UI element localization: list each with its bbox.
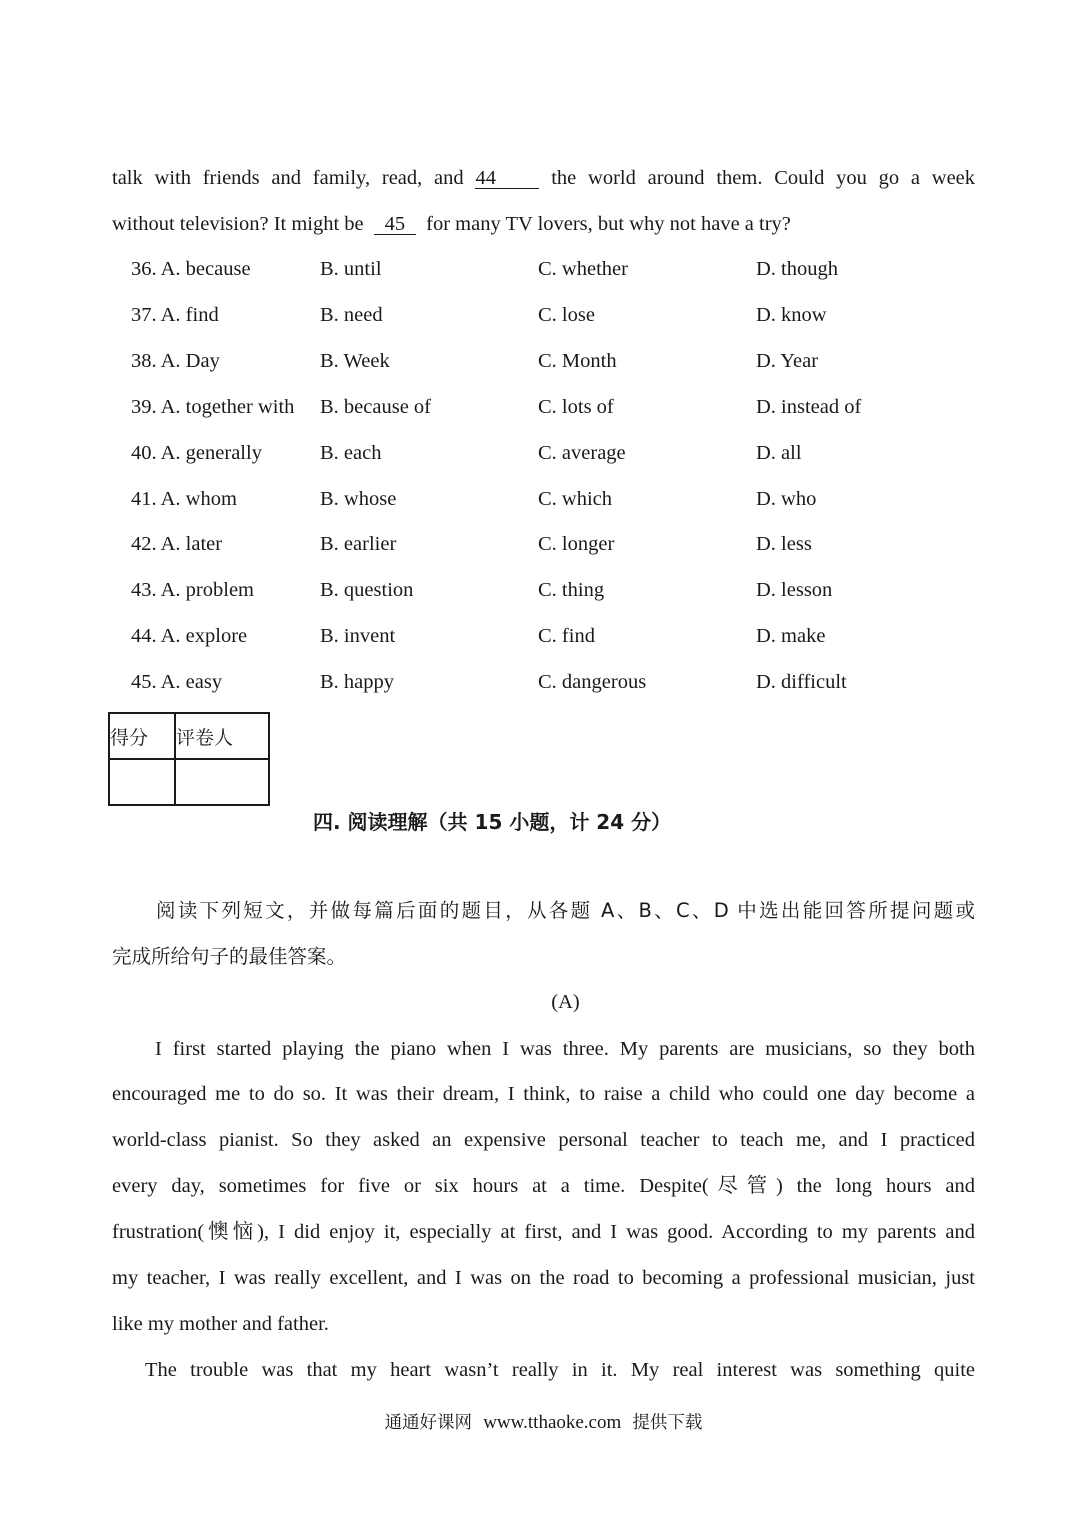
- option-a: 37. A. find: [131, 304, 219, 326]
- grader-label-cell: [175, 713, 269, 759]
- score-label-cell: [109, 713, 175, 759]
- passage-line-8: The trouble was that my heart wasn’t really in it. My real interest was something quite: [145, 1359, 975, 1381]
- option-d: D. who: [756, 488, 817, 510]
- question-row-37: [0, 303, 1087, 333]
- option-a: 42. A. later: [131, 533, 223, 555]
- question-row-43: [0, 578, 1087, 608]
- grader-value-cell[interactable]: [175, 759, 269, 805]
- question-row-42: [0, 532, 1087, 562]
- option-d: D. make: [756, 625, 826, 647]
- option-d: D. less: [756, 533, 812, 555]
- score-table: [108, 712, 270, 806]
- question-row-39: [0, 395, 1087, 425]
- passage-line-3: world-class pianist. So they asked an expensive personal teacher to teach me, and I practiced: [112, 1129, 975, 1151]
- footer-suffix: 提供下载: [632, 1413, 703, 1433]
- option-b: B. until: [320, 258, 382, 280]
- option-d: D. difficult: [756, 671, 847, 693]
- passage-label: (A): [551, 991, 580, 1013]
- option-c: C. dangerous: [538, 671, 647, 693]
- text-segment: the world around them. Could you go a week: [551, 167, 976, 189]
- option-d: D. know: [756, 304, 827, 326]
- instructions-line-1: 阅读下列短文，并做每篇后面的题目，从各题 A、B、C、D 中选出能回答所提问题或: [156, 899, 975, 922]
- passage-tail-line-1: [112, 166, 975, 190]
- question-row-41: [0, 487, 1087, 517]
- blank-45: 45: [374, 214, 416, 235]
- option-c: C. average: [538, 442, 626, 464]
- option-a: 45. A. easy: [131, 671, 223, 693]
- option-a: 38. A. Day: [131, 350, 220, 372]
- passage-line-4: every day, sometimes for five or six hours at a time. Despite(尽管) the long hours and: [112, 1175, 975, 1197]
- option-d: D. instead of: [756, 396, 862, 418]
- question-row-45: [0, 670, 1087, 700]
- option-c: C. thing: [538, 579, 605, 601]
- score-value-cell[interactable]: [109, 759, 175, 805]
- option-d: D. though: [756, 258, 838, 280]
- question-row-36: [0, 257, 1087, 287]
- option-c: C. Month: [538, 350, 617, 372]
- option-a: 43. A. problem: [131, 579, 254, 601]
- option-b: B. whose: [320, 488, 397, 510]
- option-b: B. earlier: [320, 533, 397, 555]
- question-row-40: [0, 441, 1087, 471]
- option-d: D. lesson: [756, 579, 833, 601]
- text-segment: without television? It might be: [112, 213, 364, 235]
- option-c: C. which: [538, 488, 613, 510]
- option-b: B. need: [320, 304, 383, 326]
- passage-tail-line-2: [112, 212, 975, 236]
- option-b: B. happy: [320, 671, 395, 693]
- option-a: 44. A. explore: [131, 625, 248, 647]
- option-a: 41. A. whom: [131, 488, 237, 510]
- option-b: B. each: [320, 442, 382, 464]
- grader-label: 评卷人: [176, 726, 234, 749]
- question-row-44: [0, 624, 1087, 654]
- option-b: B. Week: [320, 350, 390, 372]
- option-d: D. all: [756, 442, 802, 464]
- option-c: C. longer: [538, 533, 615, 555]
- passage-line-7: like my mother and father.: [112, 1313, 329, 1335]
- footer-site-name: 通通好课网: [384, 1413, 473, 1433]
- question-row-38: [0, 349, 1087, 379]
- option-c: C. lots of: [538, 396, 614, 418]
- option-b: B. invent: [320, 625, 396, 647]
- passage-line-2: encouraged me to do so. It was their dream, I think, to raise a child who could one day become a: [112, 1083, 975, 1105]
- option-a: 36. A. because: [131, 258, 251, 280]
- page-footer: [0, 1409, 1087, 1434]
- blank-44: 44: [475, 168, 539, 189]
- option-d: D. Year: [756, 350, 819, 372]
- option-c: C. find: [538, 625, 595, 647]
- text-segment: for many TV lovers, but why not have a try?: [426, 213, 791, 235]
- option-b: B. because of: [320, 396, 431, 418]
- passage-line-6: my teacher, I was really excellent, and I was on the road to becoming a professional musician, just: [112, 1267, 975, 1289]
- passage-line-1: I first started playing the piano when I was three. My parents are musicians, so they both: [155, 1038, 975, 1060]
- section-title: 四. 阅读理解（共 15 小题，计 24 分）: [313, 810, 672, 834]
- passage-line-5: frustration(懊恼), I did enjoy it, especially at first, and I was good. According to my parents and: [112, 1221, 975, 1243]
- option-b: B. question: [320, 579, 414, 601]
- score-label: 得分: [110, 726, 149, 749]
- footer-url[interactable]: www.tthaoke.com: [483, 1412, 622, 1433]
- instructions-line-2: 完成所给句子的最佳答案。: [112, 945, 347, 968]
- option-c: C. whether: [538, 258, 628, 280]
- option-c: C. lose: [538, 304, 595, 326]
- text-segment: talk with friends and family, read, and: [112, 167, 464, 189]
- option-a: 39. A. together with: [131, 396, 295, 418]
- option-a: 40. A. generally: [131, 442, 262, 464]
